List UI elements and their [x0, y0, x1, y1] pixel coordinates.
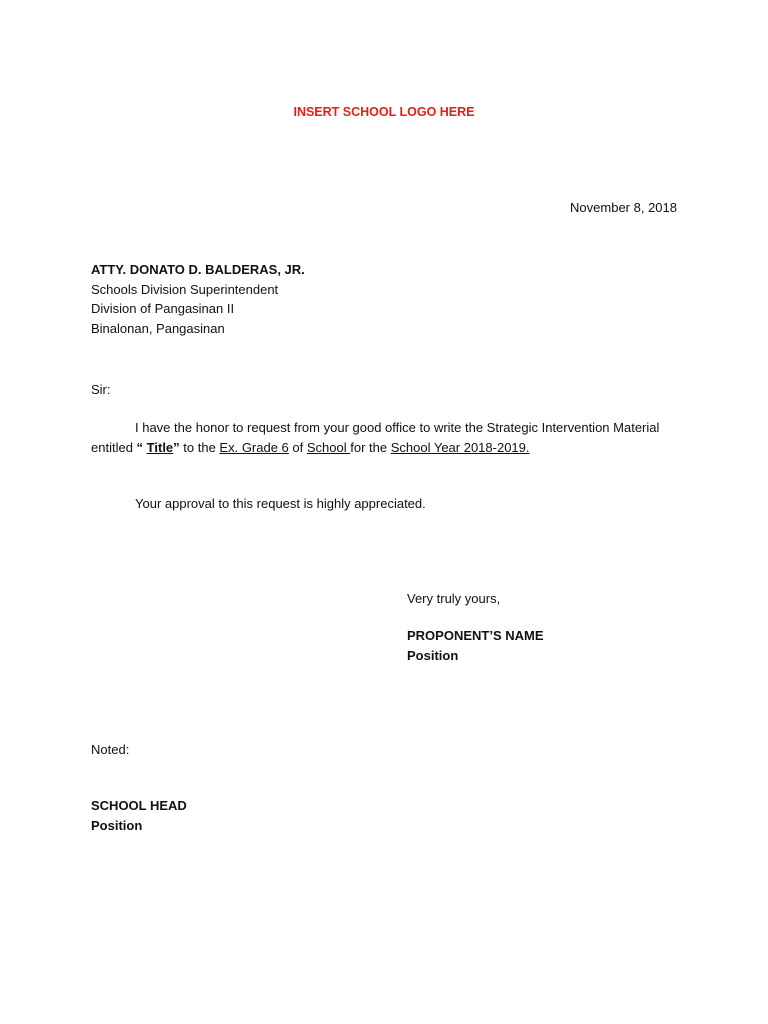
recipient-block — [91, 260, 305, 338]
p1-school-year: School Year 2018-2019. — [390, 439, 530, 455]
p1-school: School — [306, 439, 351, 455]
body-paragraph-1 — [91, 418, 681, 457]
letter-date: November 8, 2018 — [570, 200, 677, 215]
p1-text-a: I have the honor to request from your good office to write the Strategic Intervention Material entitled — [91, 420, 660, 455]
proponent-signature-block — [407, 626, 544, 665]
salutation: Sir: — [91, 382, 111, 397]
school-head-position: Position — [91, 817, 143, 833]
recipient-name: ATTY. DONATO D. BALDERAS, JR. — [91, 262, 305, 277]
recipient-address: Binalonan, Pangasinan — [91, 320, 225, 336]
p1-text-b: to the — [179, 439, 220, 455]
p1-quote-close: ” — [173, 439, 180, 455]
noted-label: Noted: — [91, 742, 130, 757]
closing-phrase: Very truly yours, — [407, 591, 501, 606]
p1-text-c: of — [288, 439, 307, 455]
recipient-office: Division of Pangasinan II — [91, 301, 235, 316]
school-head-block — [91, 796, 187, 835]
p1-text-d: for the — [350, 439, 391, 455]
p2-text: Your approval to this request is highly appreciated. — [135, 496, 426, 511]
school-logo-placeholder: INSERT SCHOOL LOGO HERE — [293, 105, 475, 119]
school-head-name: SCHOOL HEAD — [91, 798, 187, 813]
recipient-title: Schools Division Superintendent — [91, 281, 279, 297]
p1-title: Title — [146, 439, 174, 455]
proponent-position: Position — [407, 647, 459, 663]
body-paragraph-2 — [91, 494, 681, 514]
p1-quote-open: “ — [136, 439, 144, 455]
p1-grade: Ex. Grade 6 — [219, 439, 289, 455]
proponent-name: PROPONENT’S NAME — [407, 628, 544, 643]
